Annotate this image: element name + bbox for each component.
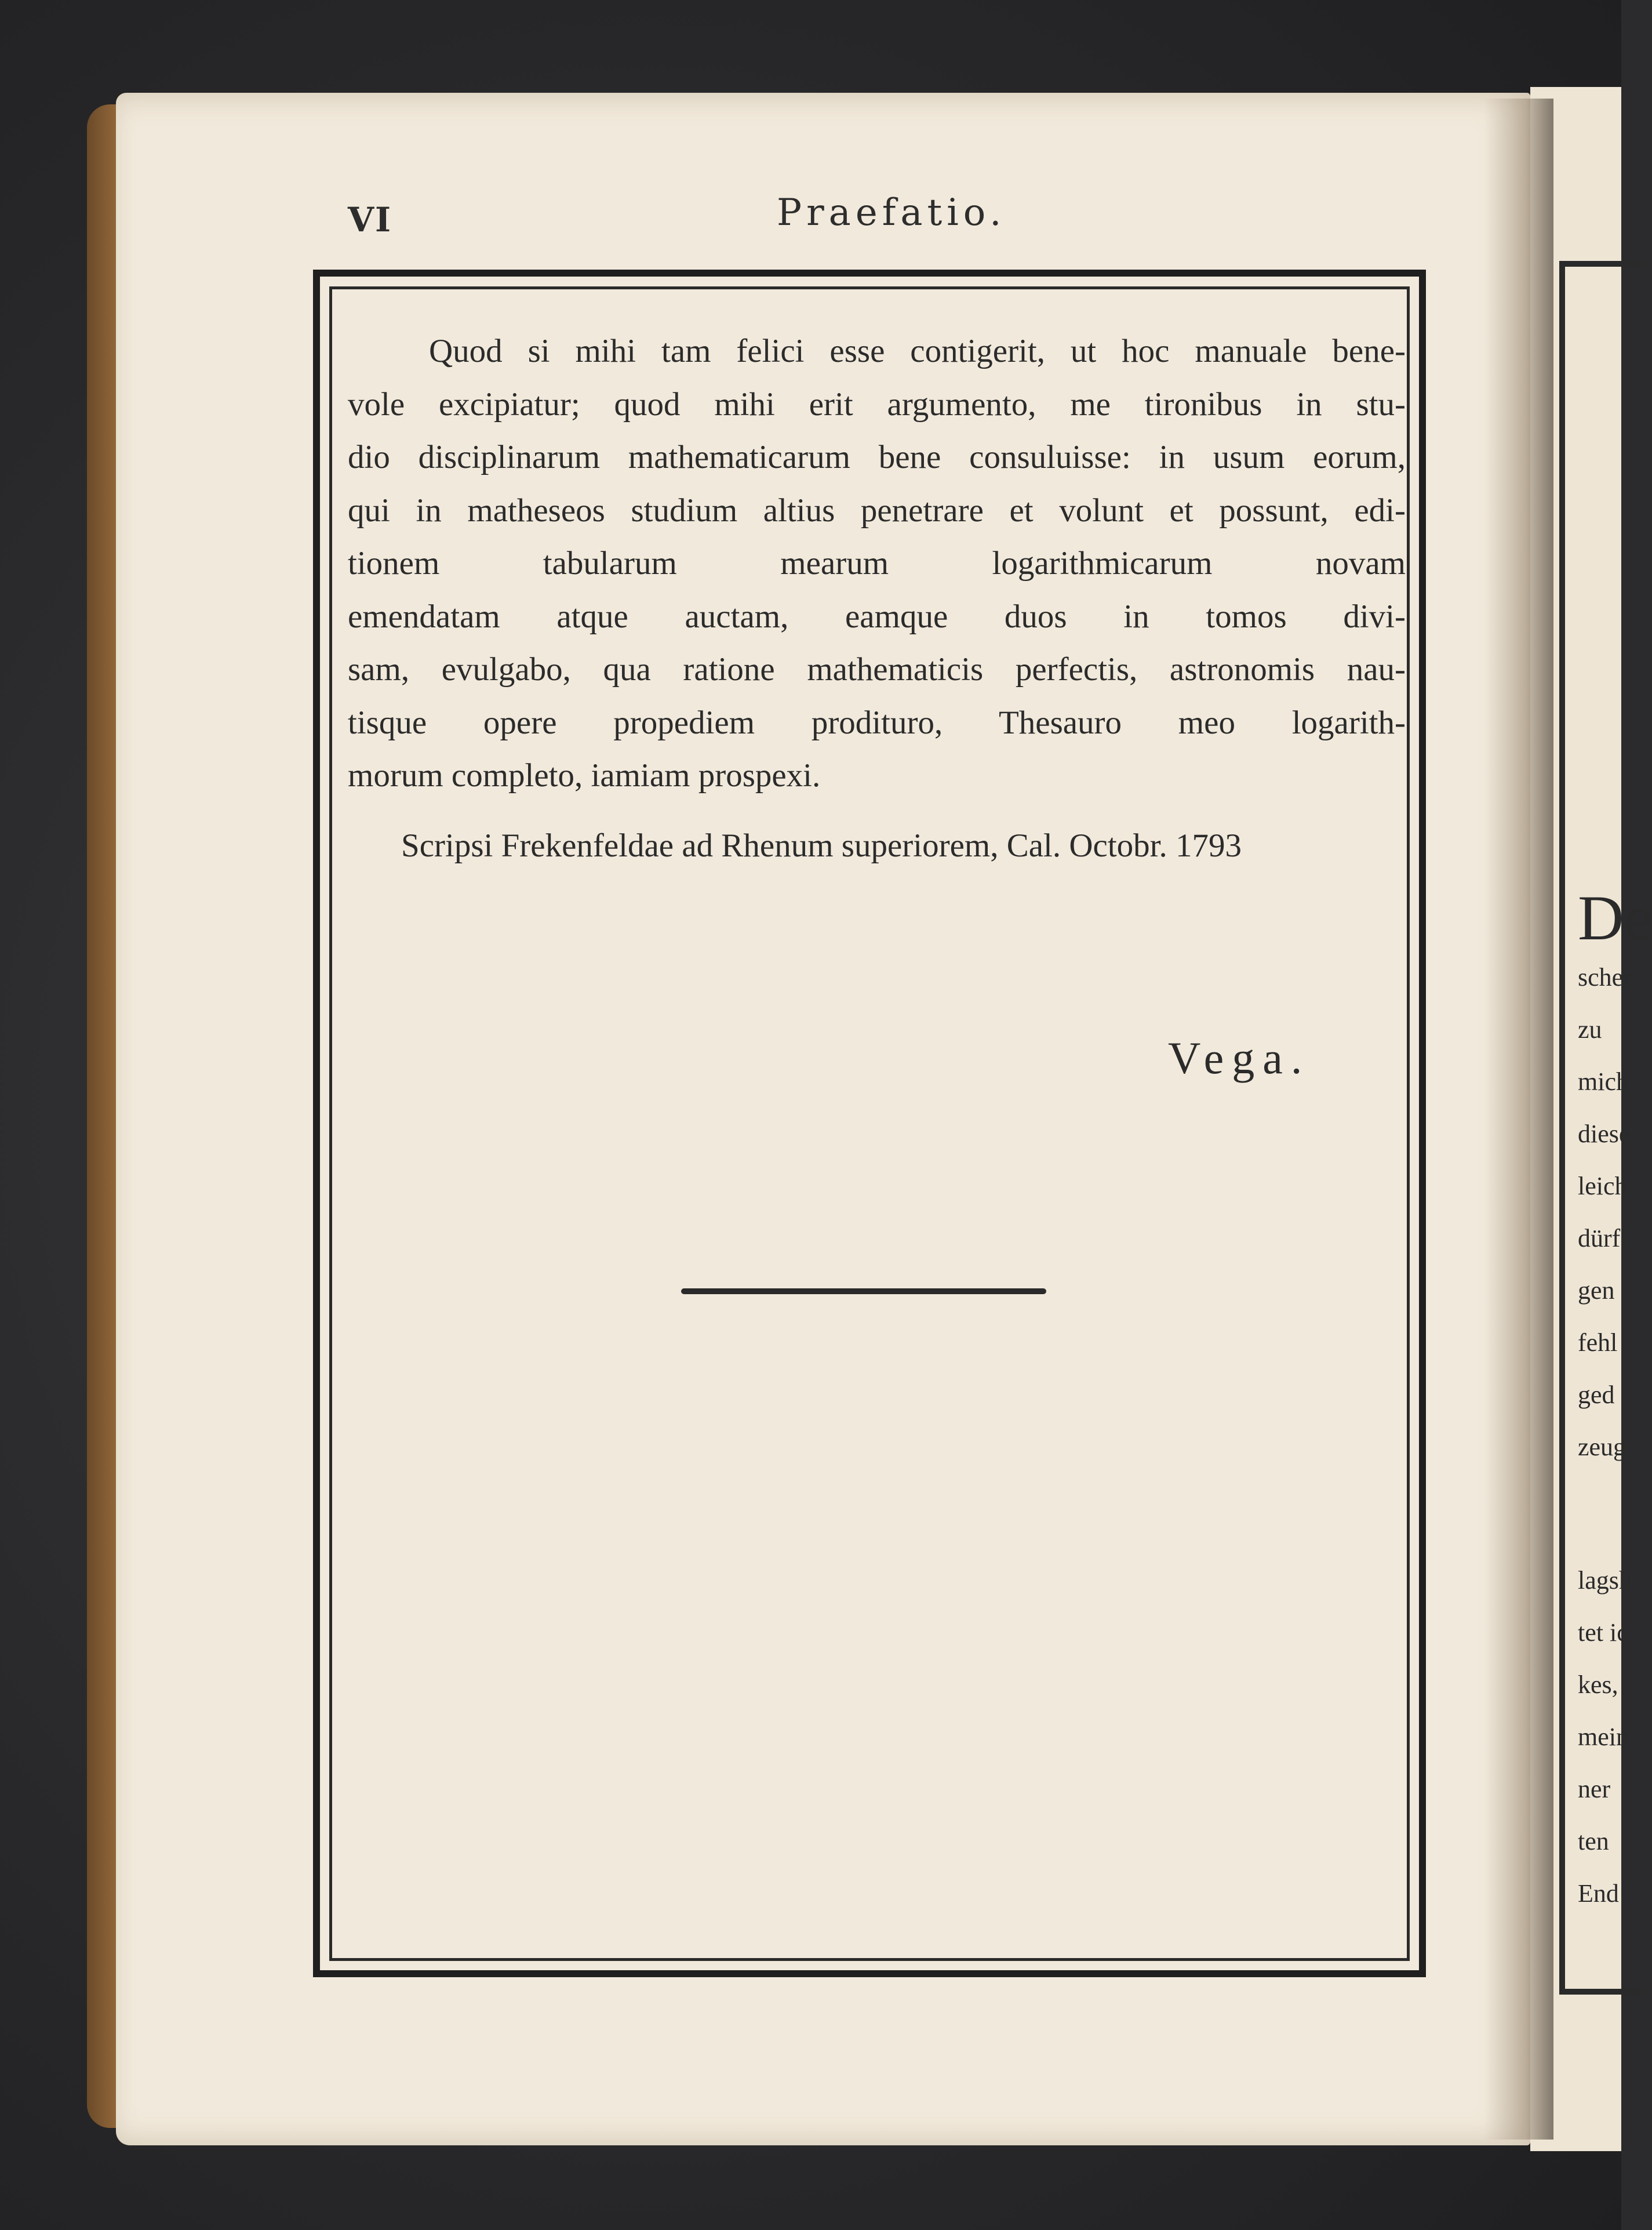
- facing-page-line: zeug: [1578, 1433, 1626, 1461]
- facing-page-line: zu: [1578, 1015, 1602, 1044]
- facing-page-line: End: [1578, 1879, 1619, 1908]
- text-line: emendatam atque auctam, eamque duos in tomos divi-: [348, 598, 1406, 635]
- facing-page-line: gen: [1578, 1276, 1615, 1305]
- facing-page-line: mein: [1578, 1723, 1629, 1751]
- text-line: sam, evulgabo, qua ratione mathematicis perfectis, astronomis nau-: [348, 651, 1406, 688]
- author-signature: Vega.: [1168, 1033, 1311, 1083]
- running-head: Praefatio.: [777, 191, 1006, 234]
- text-line: Quod si mihi tam felici esse contigerit, ut hoc manuale bene-: [429, 333, 1406, 369]
- text-line: qui in matheseos studium altius penetrare et volunt et possunt, edi-: [348, 492, 1406, 529]
- facing-page-line: leich: [1578, 1172, 1628, 1200]
- facing-page-line: kes,: [1578, 1670, 1618, 1699]
- facing-page-line: dürf: [1578, 1224, 1621, 1252]
- text-line: tionem tabularum mearum logarithmicarum novam: [348, 545, 1406, 582]
- facing-page-line: fehl: [1578, 1328, 1618, 1357]
- preface-paragraph: [348, 325, 1406, 802]
- signoff-line: Scripsi Frekenfeldae ad Rhenum superiorem, Cal. Octobr. 1793: [401, 827, 1242, 864]
- text-line: vole excipiatur; quod mihi erit argumento, me tironibus in stu-: [348, 386, 1406, 423]
- facing-page-line: diese: [1578, 1120, 1631, 1148]
- horizontal-rule: [681, 1288, 1046, 1294]
- facing-page-line: tet ic: [1578, 1618, 1628, 1647]
- text-line: morum completo, iamiam prospexi.: [348, 757, 821, 794]
- text-line: tisque opere propediem prodituro, Thesauro meo logarith-: [348, 704, 1406, 741]
- facing-page-line: scher: [1578, 963, 1632, 991]
- text-line: dio disciplinarum mathematicarum bene consuluisse: in usum eorum,: [348, 439, 1406, 475]
- facing-page-line: mich: [1578, 1067, 1629, 1096]
- facing-page-line: ten: [1578, 1827, 1609, 1855]
- facing-page-line: lagsh: [1578, 1566, 1632, 1595]
- facing-page-line: ged: [1578, 1381, 1615, 1409]
- facing-page-initial: De: [1578, 882, 1652, 953]
- page-gutter-shadow: [1484, 99, 1553, 2140]
- page-number: VI: [348, 200, 392, 239]
- facing-page-line: ner: [1578, 1775, 1611, 1803]
